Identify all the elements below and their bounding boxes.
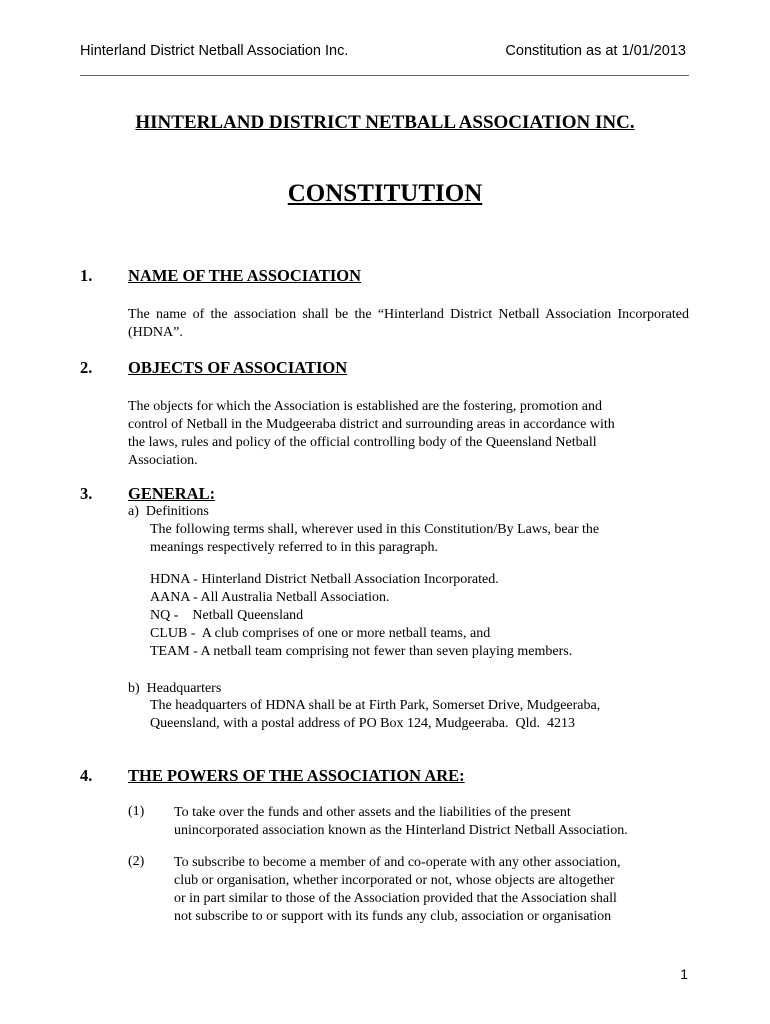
section-2-line: control of Netball in the Mudgeeraba district and surrounding areas in accordance with xyxy=(128,417,615,432)
header-divider xyxy=(80,75,689,76)
section-1-body: The name of the association shall be the “Hinterland District Netball Association Incorporated (HDNA”. xyxy=(128,307,689,340)
section-2-line: the laws, rules and policy of the official controlling body of the Queensland Netball xyxy=(128,435,597,450)
section-3a-body xyxy=(150,521,599,557)
document-title: HINTERLAND DISTRICT NETBALL ASSOCIATION INC. xyxy=(135,112,635,133)
power-item-1-body xyxy=(174,804,628,840)
running-header-date: Constitution as at 1/01/2013 xyxy=(505,43,686,59)
section-4-number: 4. xyxy=(80,766,93,785)
definition-item: HDNA - Hinterland District Netball Association Incorporated. xyxy=(150,572,499,587)
page-number: 1 xyxy=(680,966,688,982)
document-subtitle: CONSTITUTION xyxy=(287,180,483,207)
section-2-line: Association. xyxy=(128,453,198,468)
section-3a-label: a) Definitions xyxy=(128,504,209,519)
power-item-2-number: (2) xyxy=(128,854,145,869)
definition-item: TEAM - A netball team comprising not fewer than seven playing members. xyxy=(150,644,573,659)
definition-item: CLUB - A club comprises of one or more netball teams, and xyxy=(150,626,491,641)
section-3a-line: The following terms shall, wherever used in this Constitution/By Laws, bear the xyxy=(150,522,600,537)
section-2-body xyxy=(128,398,615,470)
section-1-heading: NAME OF THE ASSOCIATION xyxy=(128,266,362,285)
power-item-1-line: To take over the funds and other assets and the liabilities of the present xyxy=(174,805,571,820)
power-item-1-line: unincorporated association known as the Hinterland District Netball Association. xyxy=(174,823,628,838)
section-2-number: 2. xyxy=(80,358,93,377)
definition-item: AANA - All Australia Netball Association. xyxy=(150,590,390,605)
section-3-number: 3. xyxy=(80,484,93,503)
section-3-heading: GENERAL: xyxy=(128,484,216,503)
power-item-2-line: club or organisation, whether incorporated or not, whose objects are altogether xyxy=(174,873,615,888)
section-3b-line: Queensland, with a postal address of PO Box 124, Mudgeeraba. Qld. 4213 xyxy=(150,716,575,731)
power-item-2-line: To subscribe to become a member of and co-operate with any other association, xyxy=(174,855,621,870)
section-4-heading: THE POWERS OF THE ASSOCIATION ARE: xyxy=(128,766,465,785)
running-header-title: Hinterland District Netball Association Inc. xyxy=(80,43,349,59)
power-item-2-line: or in part similar to those of the Association provided that the Association shall xyxy=(174,891,617,906)
definitions-list xyxy=(150,571,572,661)
section-2-line: The objects for which the Association is established are the fostering, promotion and xyxy=(128,399,602,414)
power-item-1-number: (1) xyxy=(128,804,145,819)
definition-item: NQ - Netball Queensland xyxy=(150,608,304,623)
power-item-2-body xyxy=(174,854,620,926)
section-3b-line: The headquarters of HDNA shall be at Firth Park, Somerset Drive, Mudgeeraba, xyxy=(150,698,601,713)
section-1-number: 1. xyxy=(80,266,93,285)
power-item-2-line: not subscribe to or support with its funds any club, association or organisation xyxy=(174,909,612,924)
section-3b-body xyxy=(150,697,600,733)
section-3a-line: meanings respectively referred to in this paragraph. xyxy=(150,540,439,555)
section-2-heading: OBJECTS OF ASSOCIATION xyxy=(128,358,348,377)
section-3b-label: b) Headquarters xyxy=(128,681,222,696)
